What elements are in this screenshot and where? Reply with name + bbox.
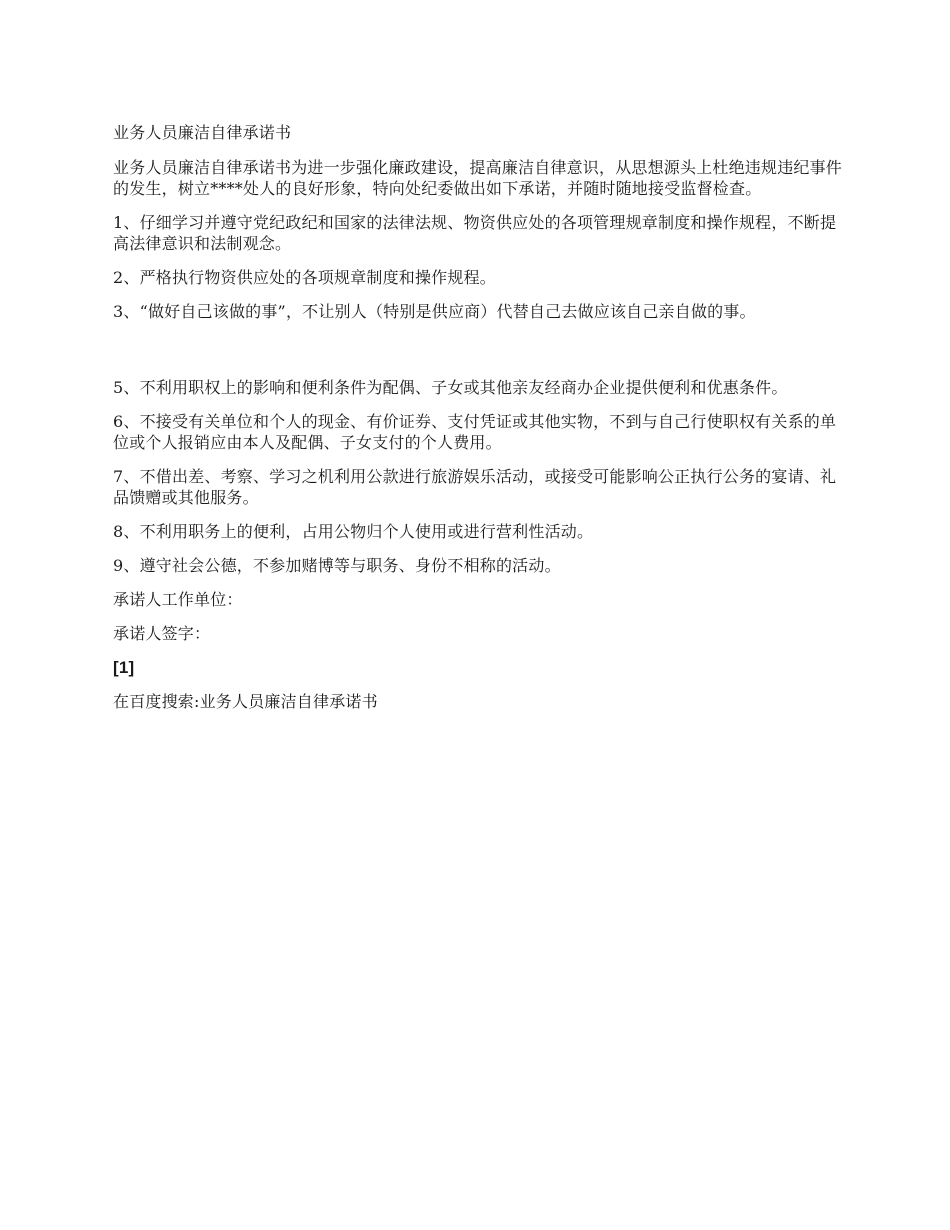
list-item: 8、不利用职务上的便利，占用公物归个人使用或进行营利性活动。 bbox=[113, 522, 594, 541]
list-item: 7、不借出差、考察、学习之机利用公款进行旅游娱乐活动，或接受可能影响公正执行公务的宴请、礼品馈赠或其他服务。 bbox=[113, 467, 837, 507]
list-item: 5、不利用职权上的影响和便利条件为配偶、子女或其他亲友经商办企业提供便利和优惠条件。 bbox=[113, 378, 788, 397]
document-title: 业务人员廉洁自律承诺书 bbox=[113, 123, 292, 142]
intro-paragraph: 业务人员廉洁自律承诺书为进一步强化廉政建设，提高廉洁自律意识，从思想源头上杜绝违规违纪事件的发生，树立****处人的良好形象，特向处纪委做出如下承诺，并随时随地接受监督检查。 bbox=[113, 158, 843, 198]
signature-label: 承诺人签字： bbox=[113, 624, 211, 643]
search-line: 在百度搜索:业务人员廉洁自律承诺书 bbox=[113, 692, 378, 711]
list-item: 1、仔细学习并遵守党纪政纪和国家的法律法规、物资供应处的各项管理规章制度和操作规程，不断提高法律意识和法制观念。 bbox=[113, 213, 837, 253]
reference-mark: [1] bbox=[113, 658, 135, 677]
unit-label: 承诺人工作单位： bbox=[113, 590, 243, 609]
list-item: 9、遵守社会公德，不参加赌博等与职务、身份不相称的活动。 bbox=[113, 556, 561, 575]
list-item: 2、严格执行物资供应处的各项规章制度和操作规程。 bbox=[113, 268, 496, 287]
blank-gap bbox=[113, 335, 843, 377]
list-item: 6、不接受有关单位和个人的现金、有价证券、支付凭证或其他实物，不到与自己行使职权有关系的单位或个人报销应由本人及配偶、子女支付的个人费用。 bbox=[113, 412, 837, 452]
list-item: 3、“做好自己该做的事”，不让别人（特别是供应商）代替自己去做应该自己亲自做的事。 bbox=[113, 302, 756, 321]
document-body bbox=[113, 122, 843, 725]
